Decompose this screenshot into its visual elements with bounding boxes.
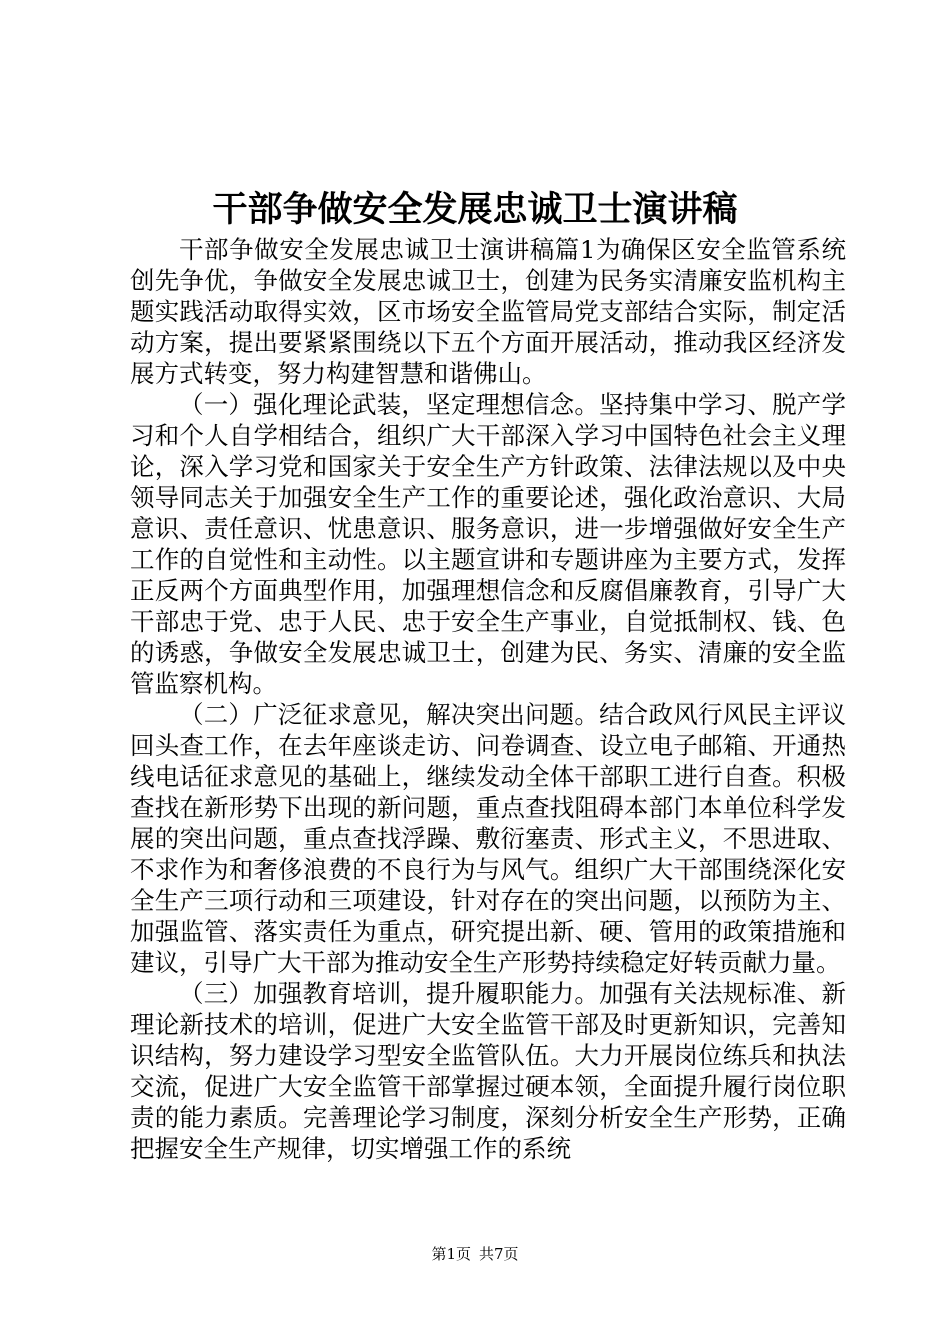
page-total: 共7页	[479, 1245, 519, 1263]
paragraph-intro: 干部争做安全发展忠诚卫士演讲稿篇1为确保区安全监管系统创先争优，争做安全发展忠诚卫士，创建为民务实清廉安监机构主题实践活动取得实效，区市场安全监管局党支部结合实际，制定活动方案，提出要紧紧围绕以下五个方面开展活动，推动我区经济发展方式转变，努力构建智慧和谐佛山。	[130, 235, 846, 388]
page-footer	[0, 1244, 950, 1264]
paragraph-section-2: （二）广泛征求意见，解决突出问题。结合政风行风民主评议回头查工作，在去年座谈走访、问卷调查、设立电子邮箱、开通热线电话征求意见的基础上，继续发动全体干部职工进行自查。积极查找在新形势下出现的新问题，重点查找阻碍本部门本单位科学发展的突出问题，重点查找浮躁、敷衍塞责、形式主义，不思进取、不求作为和奢侈浪费的不良行为与风气。组织广大干部围绕深化安全生产三项行动和三项建设，针对存在的突出问题，以预防为主、加强监管、落实责任为重点，研究提出新、硬、管用的政策措施和建议，引导广大干部为推动安全生产形势持续稳定好转贡献力量。	[130, 700, 846, 977]
document-body	[130, 234, 846, 1164]
paragraph-section-1: （一）强化理论武装，坚定理想信念。坚持集中学习、脱产学习和个人自学相结合，组织广大干部深入学习中国特色社会主义理论，深入学习党和国家关于安全生产方针政策、法律法规以及中央领导同志关于加强安全生产工作的重要论述，强化政治意识、大局意识、责任意识、忧患意识、服务意识，进一步增强做好安全生产工作的自觉性和主动性。以主题宣讲和专题讲座为主要方式，发挥正反两个方面典型作用，加强理想信念和反腐倡廉教育，引导广大干部忠于党、忠于人民、忠于安全生产事业，自觉抵制权、钱、色的诱惑，争做安全发展忠诚卫士，创建为民、务实、清廉的安全监管监察机构。	[130, 390, 846, 698]
paragraph-section-3: （三）加强教育培训，提升履职能力。加强有关法规标准、新理论新技术的培训，促进广大安全监管干部及时更新知识，完善知识结构，努力建设学习型安全监管队伍。大力开展岗位练兵和执法交流，促进广大安全监管干部掌握过硬本领，全面提升履行岗位职责的能力素质。完善理论学习制度，深刻分析安全生产形势，正确把握安全生产规律，切实增强工作的系统	[130, 979, 846, 1163]
document-title: 干部争做安全发展忠诚卫士演讲稿	[212, 189, 738, 230]
page-number: 第1页	[431, 1245, 471, 1263]
